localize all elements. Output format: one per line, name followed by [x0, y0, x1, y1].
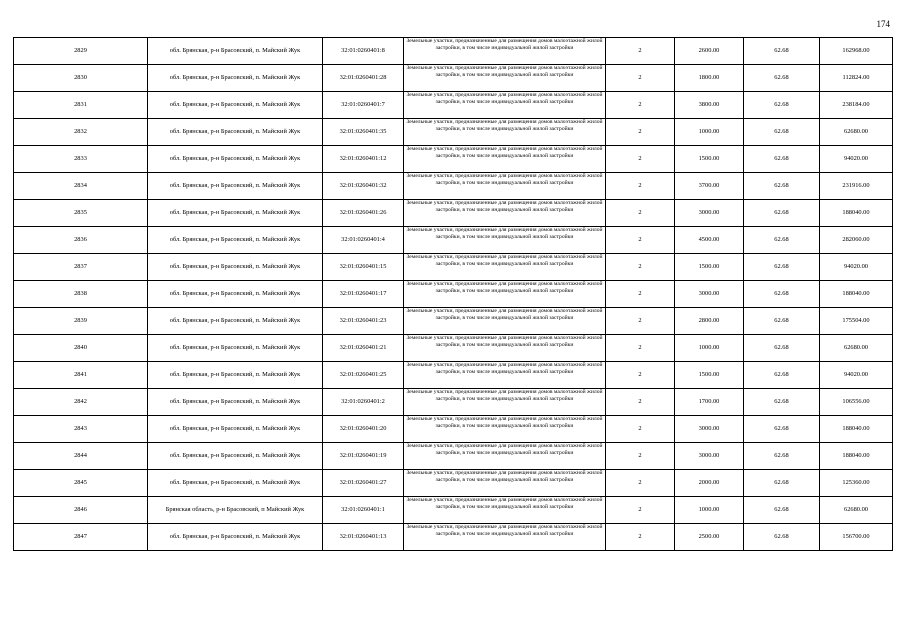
land-use-cell: Земельные участки, предназначенные для размещения домов малоэтажной жилой застройки, в том числе индивидуальной жилой застройки	[404, 470, 606, 497]
row-number-cell: 2843	[14, 416, 148, 443]
cadastral-value-cell: 112824.00	[820, 65, 893, 92]
land-use-cell: Земельные участки, предназначенные для размещения домов малоэтажной жилой застройки, в том числе индивидуальной жилой застройки	[404, 308, 606, 335]
row-number-cell: 2845	[14, 470, 148, 497]
cadastral-value-cell: 94020.00	[820, 146, 893, 173]
category-code-cell: 2	[606, 92, 675, 119]
row-number-cell: 2837	[14, 254, 148, 281]
row-number-cell: 2846	[14, 497, 148, 524]
category-code-cell: 2	[606, 524, 675, 551]
category-code-cell: 2	[606, 497, 675, 524]
specific-value-cell: 62.68	[744, 119, 820, 146]
specific-value-cell: 62.68	[744, 173, 820, 200]
specific-value-cell: 62.68	[744, 497, 820, 524]
address-cell: обл. Брянская, р-н Брасовский, п. Майский Жук	[148, 362, 323, 389]
address-cell: Брянская область, р-н Брасовский, п Майский Жук	[148, 497, 323, 524]
address-cell: обл. Брянская, р-н Брасовский, п. Майский Жук	[148, 443, 323, 470]
table-row	[14, 308, 893, 335]
specific-value-cell: 62.68	[744, 335, 820, 362]
land-use-cell: Земельные участки, предназначенные для размещения домов малоэтажной жилой застройки, в том числе индивидуальной жилой застройки	[404, 200, 606, 227]
row-number-cell: 2833	[14, 146, 148, 173]
area-cell: 1500.00	[675, 146, 744, 173]
area-cell: 3700.00	[675, 173, 744, 200]
specific-value-cell: 62.68	[744, 200, 820, 227]
cadastral-value-cell: 125360.00	[820, 470, 893, 497]
land-use-cell: Земельные участки, предназначенные для размещения домов малоэтажной жилой застройки, в том числе индивидуальной жилой застройки	[404, 254, 606, 281]
table-row	[14, 200, 893, 227]
cadastral-number-cell: 32:01:0260401:15	[323, 254, 404, 281]
land-use-cell: Земельные участки, предназначенные для размещения домов малоэтажной жилой застройки, в том числе индивидуальной жилой застройки	[404, 38, 606, 65]
category-code-cell: 2	[606, 227, 675, 254]
cadastral-number-cell: 32:01:0260401:13	[323, 524, 404, 551]
cadastral-number-cell: 32:01:0260401:17	[323, 281, 404, 308]
category-code-cell: 2	[606, 173, 675, 200]
table-row	[14, 65, 893, 92]
cadastral-value-table	[13, 37, 893, 551]
row-number-cell: 2838	[14, 281, 148, 308]
category-code-cell: 2	[606, 65, 675, 92]
table-row	[14, 335, 893, 362]
area-cell: 2500.00	[675, 524, 744, 551]
specific-value-cell: 62.68	[744, 308, 820, 335]
area-cell: 3000.00	[675, 281, 744, 308]
page-number: 174	[876, 19, 890, 29]
area-cell: 1000.00	[675, 335, 744, 362]
cadastral-number-cell: 32:01:0260401:26	[323, 200, 404, 227]
specific-value-cell: 62.68	[744, 92, 820, 119]
category-code-cell: 2	[606, 146, 675, 173]
land-use-cell: Земельные участки, предназначенные для размещения домов малоэтажной жилой застройки, в том числе индивидуальной жилой застройки	[404, 443, 606, 470]
cadastral-number-cell: 32:01:0260401:8	[323, 38, 404, 65]
table-row	[14, 416, 893, 443]
row-number-cell: 2847	[14, 524, 148, 551]
table-row	[14, 173, 893, 200]
table-row	[14, 38, 893, 65]
area-cell: 3000.00	[675, 200, 744, 227]
cadastral-number-cell: 32:01:0260401:28	[323, 65, 404, 92]
category-code-cell: 2	[606, 254, 675, 281]
category-code-cell: 2	[606, 389, 675, 416]
specific-value-cell: 62.68	[744, 227, 820, 254]
area-cell: 1000.00	[675, 119, 744, 146]
land-use-cell: Земельные участки, предназначенные для размещения домов малоэтажной жилой застройки, в том числе индивидуальной жилой застройки	[404, 119, 606, 146]
cadastral-number-cell: 32:01:0260401:32	[323, 173, 404, 200]
land-use-cell: Земельные участки, предназначенные для размещения домов малоэтажной жилой застройки, в том числе индивидуальной жилой застройки	[404, 389, 606, 416]
address-cell: обл. Брянская, р-н Брасовский, п. Майский Жук	[148, 65, 323, 92]
table-row	[14, 470, 893, 497]
address-cell: обл. Брянская, р-н Брасовский, п. Майский Жук	[148, 470, 323, 497]
category-code-cell: 2	[606, 119, 675, 146]
table-row	[14, 119, 893, 146]
land-use-cell: Земельные участки, предназначенные для размещения домов малоэтажной жилой застройки, в том числе индивидуальной жилой застройки	[404, 227, 606, 254]
area-cell: 3000.00	[675, 416, 744, 443]
cadastral-number-cell: 32:01:0260401:25	[323, 362, 404, 389]
address-cell: обл. Брянская, р-н Брасовский, п. Майский Жук	[148, 416, 323, 443]
cadastral-number-cell: 32:01:0260401:7	[323, 92, 404, 119]
table-row	[14, 497, 893, 524]
cadastral-number-cell: 32:01:0260401:1	[323, 497, 404, 524]
table-row	[14, 443, 893, 470]
address-cell: обл. Брянская, р-н Брасовский, п. Майский Жук	[148, 146, 323, 173]
cadastral-value-cell: 188040.00	[820, 281, 893, 308]
cadastral-value-cell: 188040.00	[820, 200, 893, 227]
specific-value-cell: 62.68	[744, 470, 820, 497]
row-number-cell: 2835	[14, 200, 148, 227]
specific-value-cell: 62.68	[744, 362, 820, 389]
row-number-cell: 2839	[14, 308, 148, 335]
cadastral-value-cell: 238184.00	[820, 92, 893, 119]
area-cell: 1000.00	[675, 497, 744, 524]
row-number-cell: 2831	[14, 92, 148, 119]
land-use-cell: Земельные участки, предназначенные для размещения домов малоэтажной жилой застройки, в том числе индивидуальной жилой застройки	[404, 497, 606, 524]
cadastral-number-cell: 32:01:0260401:4	[323, 227, 404, 254]
cadastral-number-cell: 32:01:0260401:27	[323, 470, 404, 497]
cadastral-value-cell: 231916.00	[820, 173, 893, 200]
cadastral-value-cell: 94020.00	[820, 254, 893, 281]
address-cell: обл. Брянская, р-н Брасовский, п. Майский Жук	[148, 119, 323, 146]
row-number-cell: 2840	[14, 335, 148, 362]
row-number-cell: 2832	[14, 119, 148, 146]
cadastral-value-cell: 94020.00	[820, 362, 893, 389]
row-number-cell: 2841	[14, 362, 148, 389]
cadastral-number-cell: 32:01:0260401:23	[323, 308, 404, 335]
area-cell: 2800.00	[675, 308, 744, 335]
land-use-cell: Земельные участки, предназначенные для размещения домов малоэтажной жилой застройки, в том числе индивидуальной жилой застройки	[404, 65, 606, 92]
row-number-cell: 2830	[14, 65, 148, 92]
row-number-cell: 2842	[14, 389, 148, 416]
area-cell: 1800.00	[675, 65, 744, 92]
cadastral-value-cell: 175504.00	[820, 308, 893, 335]
specific-value-cell: 62.68	[744, 146, 820, 173]
category-code-cell: 2	[606, 38, 675, 65]
table-row	[14, 254, 893, 281]
cadastral-value-cell: 62680.00	[820, 119, 893, 146]
cadastral-number-cell: 32:01:0260401:2	[323, 389, 404, 416]
area-cell: 1500.00	[675, 254, 744, 281]
land-use-cell: Земельные участки, предназначенные для размещения домов малоэтажной жилой застройки, в том числе индивидуальной жилой застройки	[404, 362, 606, 389]
cadastral-value-cell: 188040.00	[820, 443, 893, 470]
category-code-cell: 2	[606, 470, 675, 497]
specific-value-cell: 62.68	[744, 281, 820, 308]
specific-value-cell: 62.68	[744, 524, 820, 551]
specific-value-cell: 62.68	[744, 38, 820, 65]
category-code-cell: 2	[606, 443, 675, 470]
land-use-cell: Земельные участки, предназначенные для размещения домов малоэтажной жилой застройки, в том числе индивидуальной жилой застройки	[404, 416, 606, 443]
area-cell: 3000.00	[675, 443, 744, 470]
land-use-cell: Земельные участки, предназначенные для размещения домов малоэтажной жилой застройки, в том числе индивидуальной жилой застройки	[404, 92, 606, 119]
address-cell: обл. Брянская, р-н Брасовский, п. Майский Жук	[148, 308, 323, 335]
category-code-cell: 2	[606, 308, 675, 335]
cadastral-value-cell: 106556.00	[820, 389, 893, 416]
specific-value-cell: 62.68	[744, 65, 820, 92]
table-row	[14, 389, 893, 416]
address-cell: обл. Брянская, р-н Брасовский, п. Майский Жук	[148, 335, 323, 362]
category-code-cell: 2	[606, 200, 675, 227]
cadastral-value-cell: 62680.00	[820, 497, 893, 524]
land-use-cell: Земельные участки, предназначенные для размещения домов малоэтажной жилой застройки, в том числе индивидуальной жилой застройки	[404, 173, 606, 200]
cadastral-value-cell: 156700.00	[820, 524, 893, 551]
table-row	[14, 146, 893, 173]
area-cell: 3800.00	[675, 92, 744, 119]
row-number-cell: 2834	[14, 173, 148, 200]
specific-value-cell: 62.68	[744, 389, 820, 416]
table-row	[14, 92, 893, 119]
cadastral-value-cell: 188040.00	[820, 416, 893, 443]
cadastral-number-cell: 32:01:0260401:21	[323, 335, 404, 362]
specific-value-cell: 62.68	[744, 254, 820, 281]
specific-value-cell: 62.68	[744, 416, 820, 443]
address-cell: обл. Брянская, р-н Брасовский, п. Майский Жук	[148, 200, 323, 227]
cadastral-number-cell: 32:01:0260401:12	[323, 146, 404, 173]
area-cell: 2000.00	[675, 470, 744, 497]
row-number-cell: 2829	[14, 38, 148, 65]
address-cell: обл. Брянская, р-н Брасовский, п. Майский Жук	[148, 173, 323, 200]
address-cell: обл. Брянская, р-н Брасовский, п. Майский Жук	[148, 227, 323, 254]
address-cell: обл. Брянская, р-н Брасовский, п. Майский Жук	[148, 524, 323, 551]
land-use-cell: Земельные участки, предназначенные для размещения домов малоэтажной жилой застройки, в том числе индивидуальной жилой застройки	[404, 524, 606, 551]
table-body	[14, 38, 893, 551]
area-cell: 1500.00	[675, 362, 744, 389]
table-row	[14, 281, 893, 308]
table-row	[14, 362, 893, 389]
row-number-cell: 2844	[14, 443, 148, 470]
area-cell: 2600.00	[675, 38, 744, 65]
category-code-cell: 2	[606, 416, 675, 443]
cadastral-number-cell: 32:01:0260401:20	[323, 416, 404, 443]
category-code-cell: 2	[606, 362, 675, 389]
land-use-cell: Земельные участки, предназначенные для размещения домов малоэтажной жилой застройки, в том числе индивидуальной жилой застройки	[404, 281, 606, 308]
cadastral-number-cell: 32:01:0260401:19	[323, 443, 404, 470]
specific-value-cell: 62.68	[744, 443, 820, 470]
cadastral-number-cell: 32:01:0260401:35	[323, 119, 404, 146]
area-cell: 4500.00	[675, 227, 744, 254]
address-cell: обл. Брянская, р-н Брасовский, п. Майский Жук	[148, 92, 323, 119]
category-code-cell: 2	[606, 281, 675, 308]
address-cell: обл. Брянская, р-н Брасовский, п. Майский Жук	[148, 281, 323, 308]
cadastral-value-cell: 162968.00	[820, 38, 893, 65]
address-cell: обл. Брянская, р-н Брасовский, п. Майский Жук	[148, 254, 323, 281]
table-row	[14, 524, 893, 551]
address-cell: обл. Брянская, р-н Брасовский, п. Майский Жук	[148, 38, 323, 65]
cadastral-value-cell: 282060.00	[820, 227, 893, 254]
row-number-cell: 2836	[14, 227, 148, 254]
table-row	[14, 227, 893, 254]
area-cell: 1700.00	[675, 389, 744, 416]
land-use-cell: Земельные участки, предназначенные для размещения домов малоэтажной жилой застройки, в том числе индивидуальной жилой застройки	[404, 146, 606, 173]
cadastral-value-cell: 62680.00	[820, 335, 893, 362]
land-use-cell: Земельные участки, предназначенные для размещения домов малоэтажной жилой застройки, в том числе индивидуальной жилой застройки	[404, 335, 606, 362]
address-cell: обл. Брянская, р-н Брасовский, п. Майский Жук	[148, 389, 323, 416]
category-code-cell: 2	[606, 335, 675, 362]
